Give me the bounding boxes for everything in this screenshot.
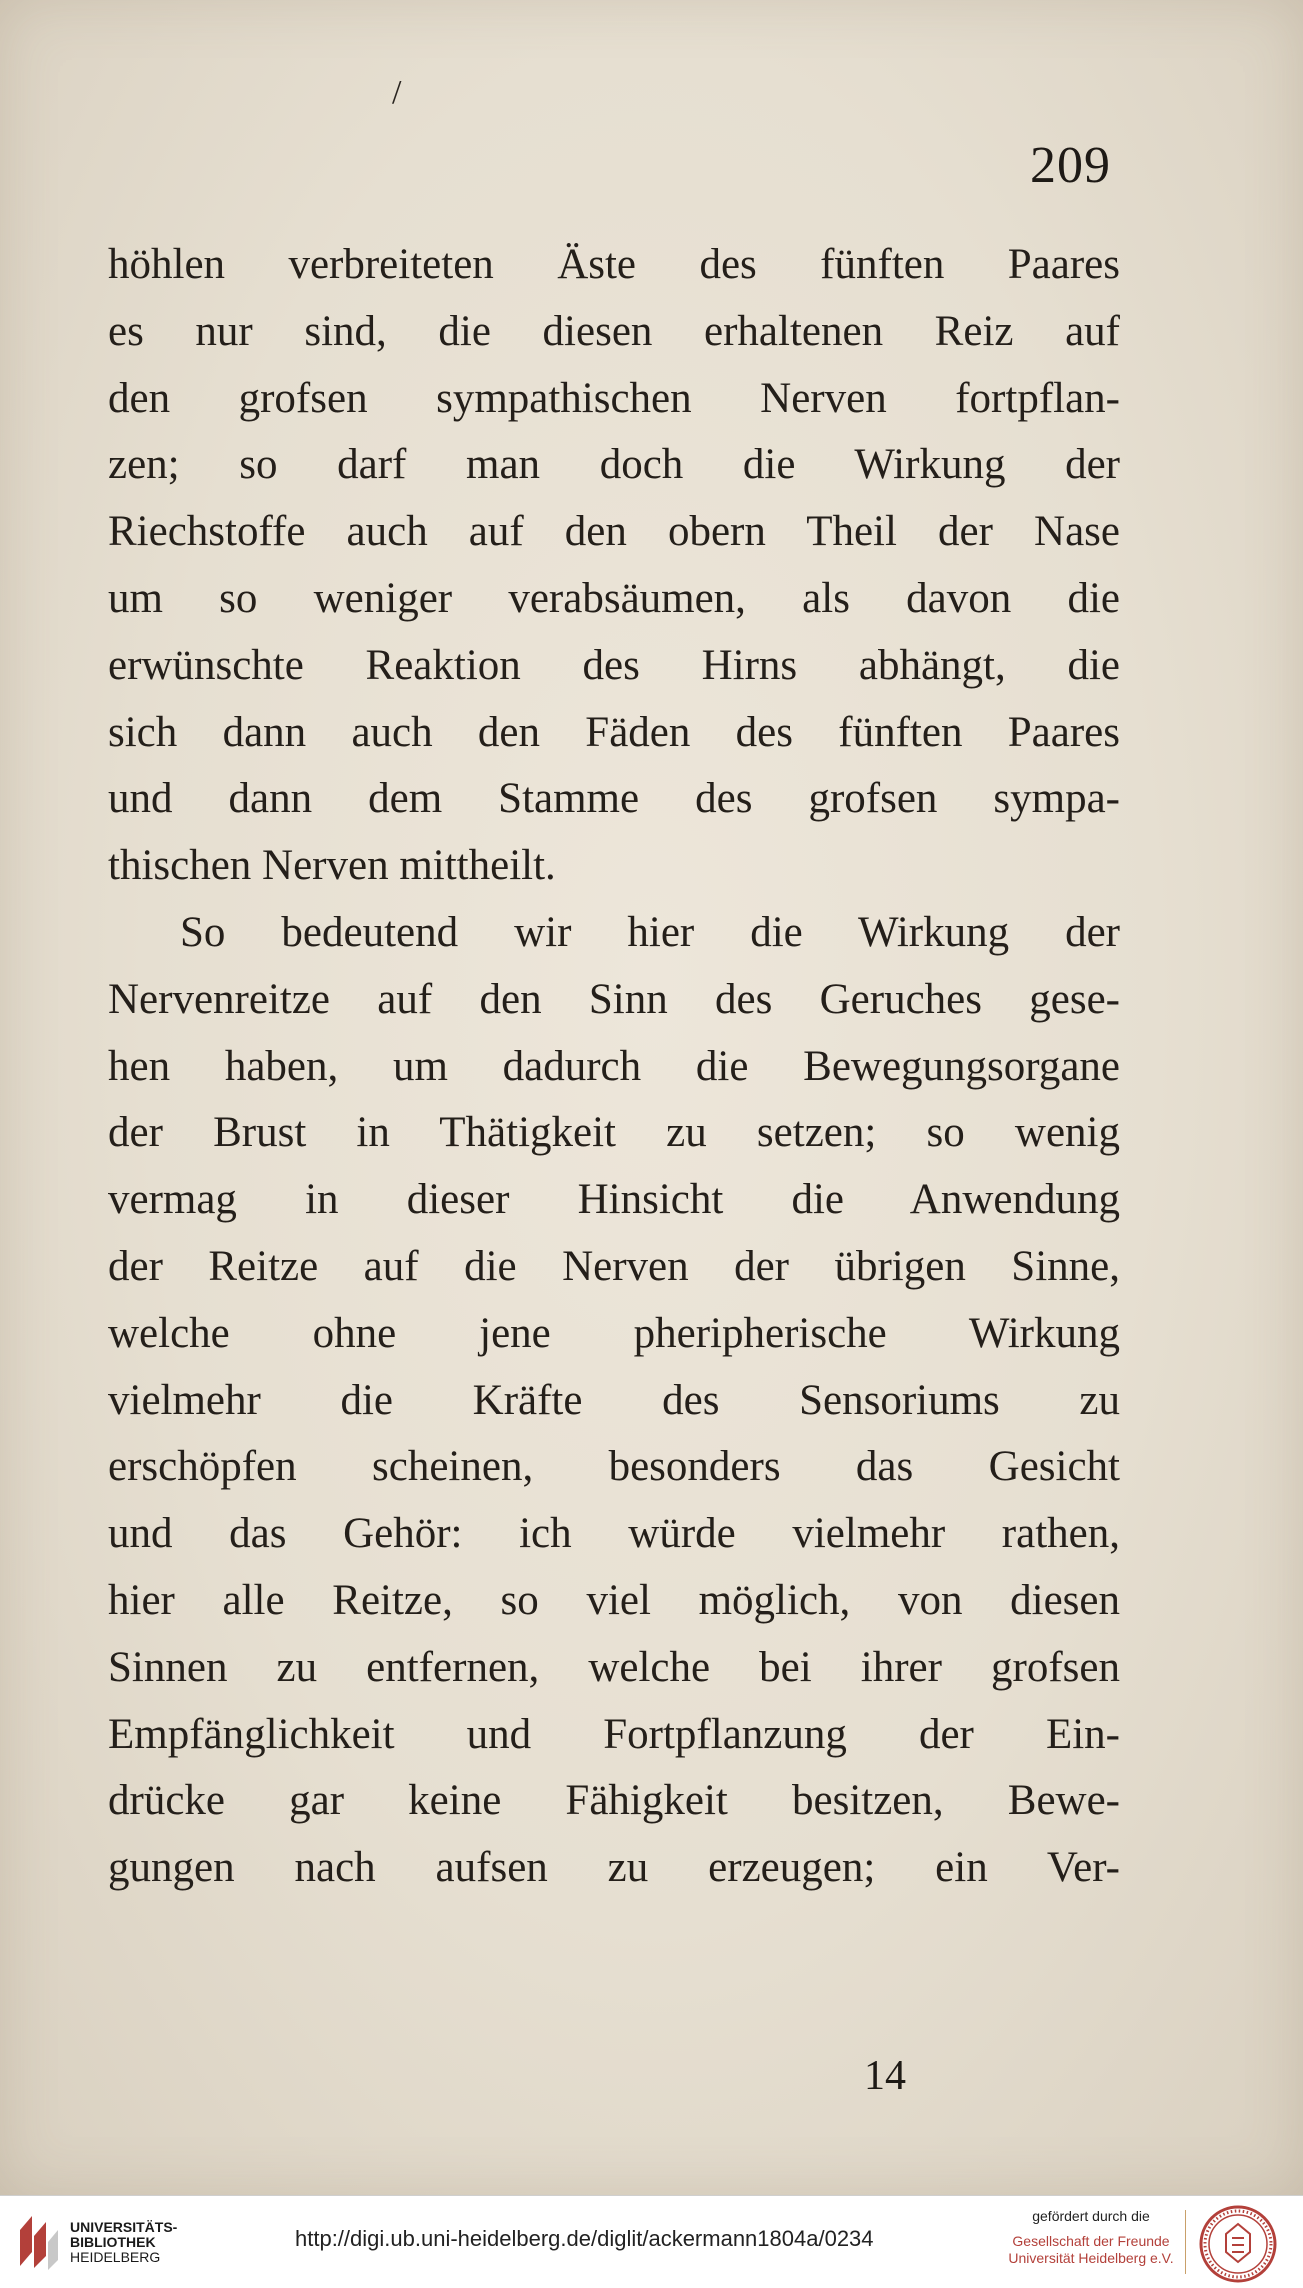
text-line: erwünschte Reaktion des Hirns abhängt, die [108,641,1120,689]
text-line: der Reitze auf die Nerven der übrigen Sinne, [108,1242,1120,1290]
library-name-line: UNIVERSITÄTS- [70,2219,178,2235]
footer-divider [1185,2210,1186,2274]
text-line: gungen nach aufsen zu erzeugen; ein Ver- [108,1844,1120,1892]
sponsor-credit [1002,2208,1180,2267]
text-line: und das Gehör: ich würde vielmehr rathen, [108,1510,1120,1558]
text-line: Sinnen zu entfernen, welche bei ihrer grofsen [108,1643,1120,1691]
text-line: zen; so darf man doch die Wirkung der [108,441,1120,489]
text-line: welche ohne jene pheripherische Wirkung [108,1309,1120,1357]
text-line: sich dann auch den Fäden des fünften Paares [108,708,1120,756]
text-line: der Brust in Thätigkeit zu setzen; so wenig [108,1109,1120,1157]
paragraph-start-line: So bedeutend wir hier die Wirkung der [180,908,1120,956]
library-name-line: HEIDELBERG [70,2249,161,2265]
university-seal-icon [1198,2204,1278,2284]
ink-mark: / [392,74,402,111]
text-line: vermag in dieser Hinsicht die Anwendung [108,1176,1120,1224]
permalink-url[interactable]: http://digi.ub.uni-heidelberg.de/diglit/ackermann1804a/0234 [295,2226,874,2251]
text-line: höhlen verbreiteten Äste des fünften Paares [108,241,1120,288]
body-text [108,232,1120,1902]
page-number: 209 [1030,137,1111,194]
text-line: es nur sind, die diesen erhaltenen Reiz auf [108,307,1120,355]
text-line: Riechstoffe auch auf den obern Theil der Nase [108,508,1120,556]
library-name-line: BIBLIOTHEK [70,2234,156,2250]
text-line: thischen Nerven mittheilt. [108,842,556,890]
text-line: und dann dem Stamme des grofsen sympa- [108,775,1120,823]
text-line: um so weniger verabsäumen, als davon die [108,574,1120,622]
text-line: hier alle Reitze, so viel möglich, von diesen [108,1576,1120,1624]
text-line: vielmehr die Kräfte des Sensoriums zu [108,1376,1120,1424]
text-line: Empfänglichkeit und Fortpflanzung der Ein- [108,1710,1120,1758]
text-line: hen haben, um dadurch die Bewegungsorgane [108,1042,1120,1090]
text-line: den grofsen sympathischen Nerven fortpflan- [108,374,1120,422]
sponsor-name: Universität Heidelberg e.V. [1008,2250,1174,2266]
text-line: drücke gar keine Fähigkeit besitzen, Bewe- [108,1777,1120,1825]
sheet-signature: 14 [864,2053,906,2099]
university-library-logo-icon [14,2210,60,2272]
text-line: Nervenreitze auf den Sinn des Geruches gese- [108,975,1120,1023]
library-name [70,2220,177,2265]
digitization-footer [0,2195,1303,2288]
text-line: erschöpfen scheinen, besonders das Gesicht [108,1443,1120,1491]
sponsor-name: Gesellschaft der Freunde [1012,2233,1170,2249]
sponsor-intro: gefördert durch die [1032,2208,1150,2224]
